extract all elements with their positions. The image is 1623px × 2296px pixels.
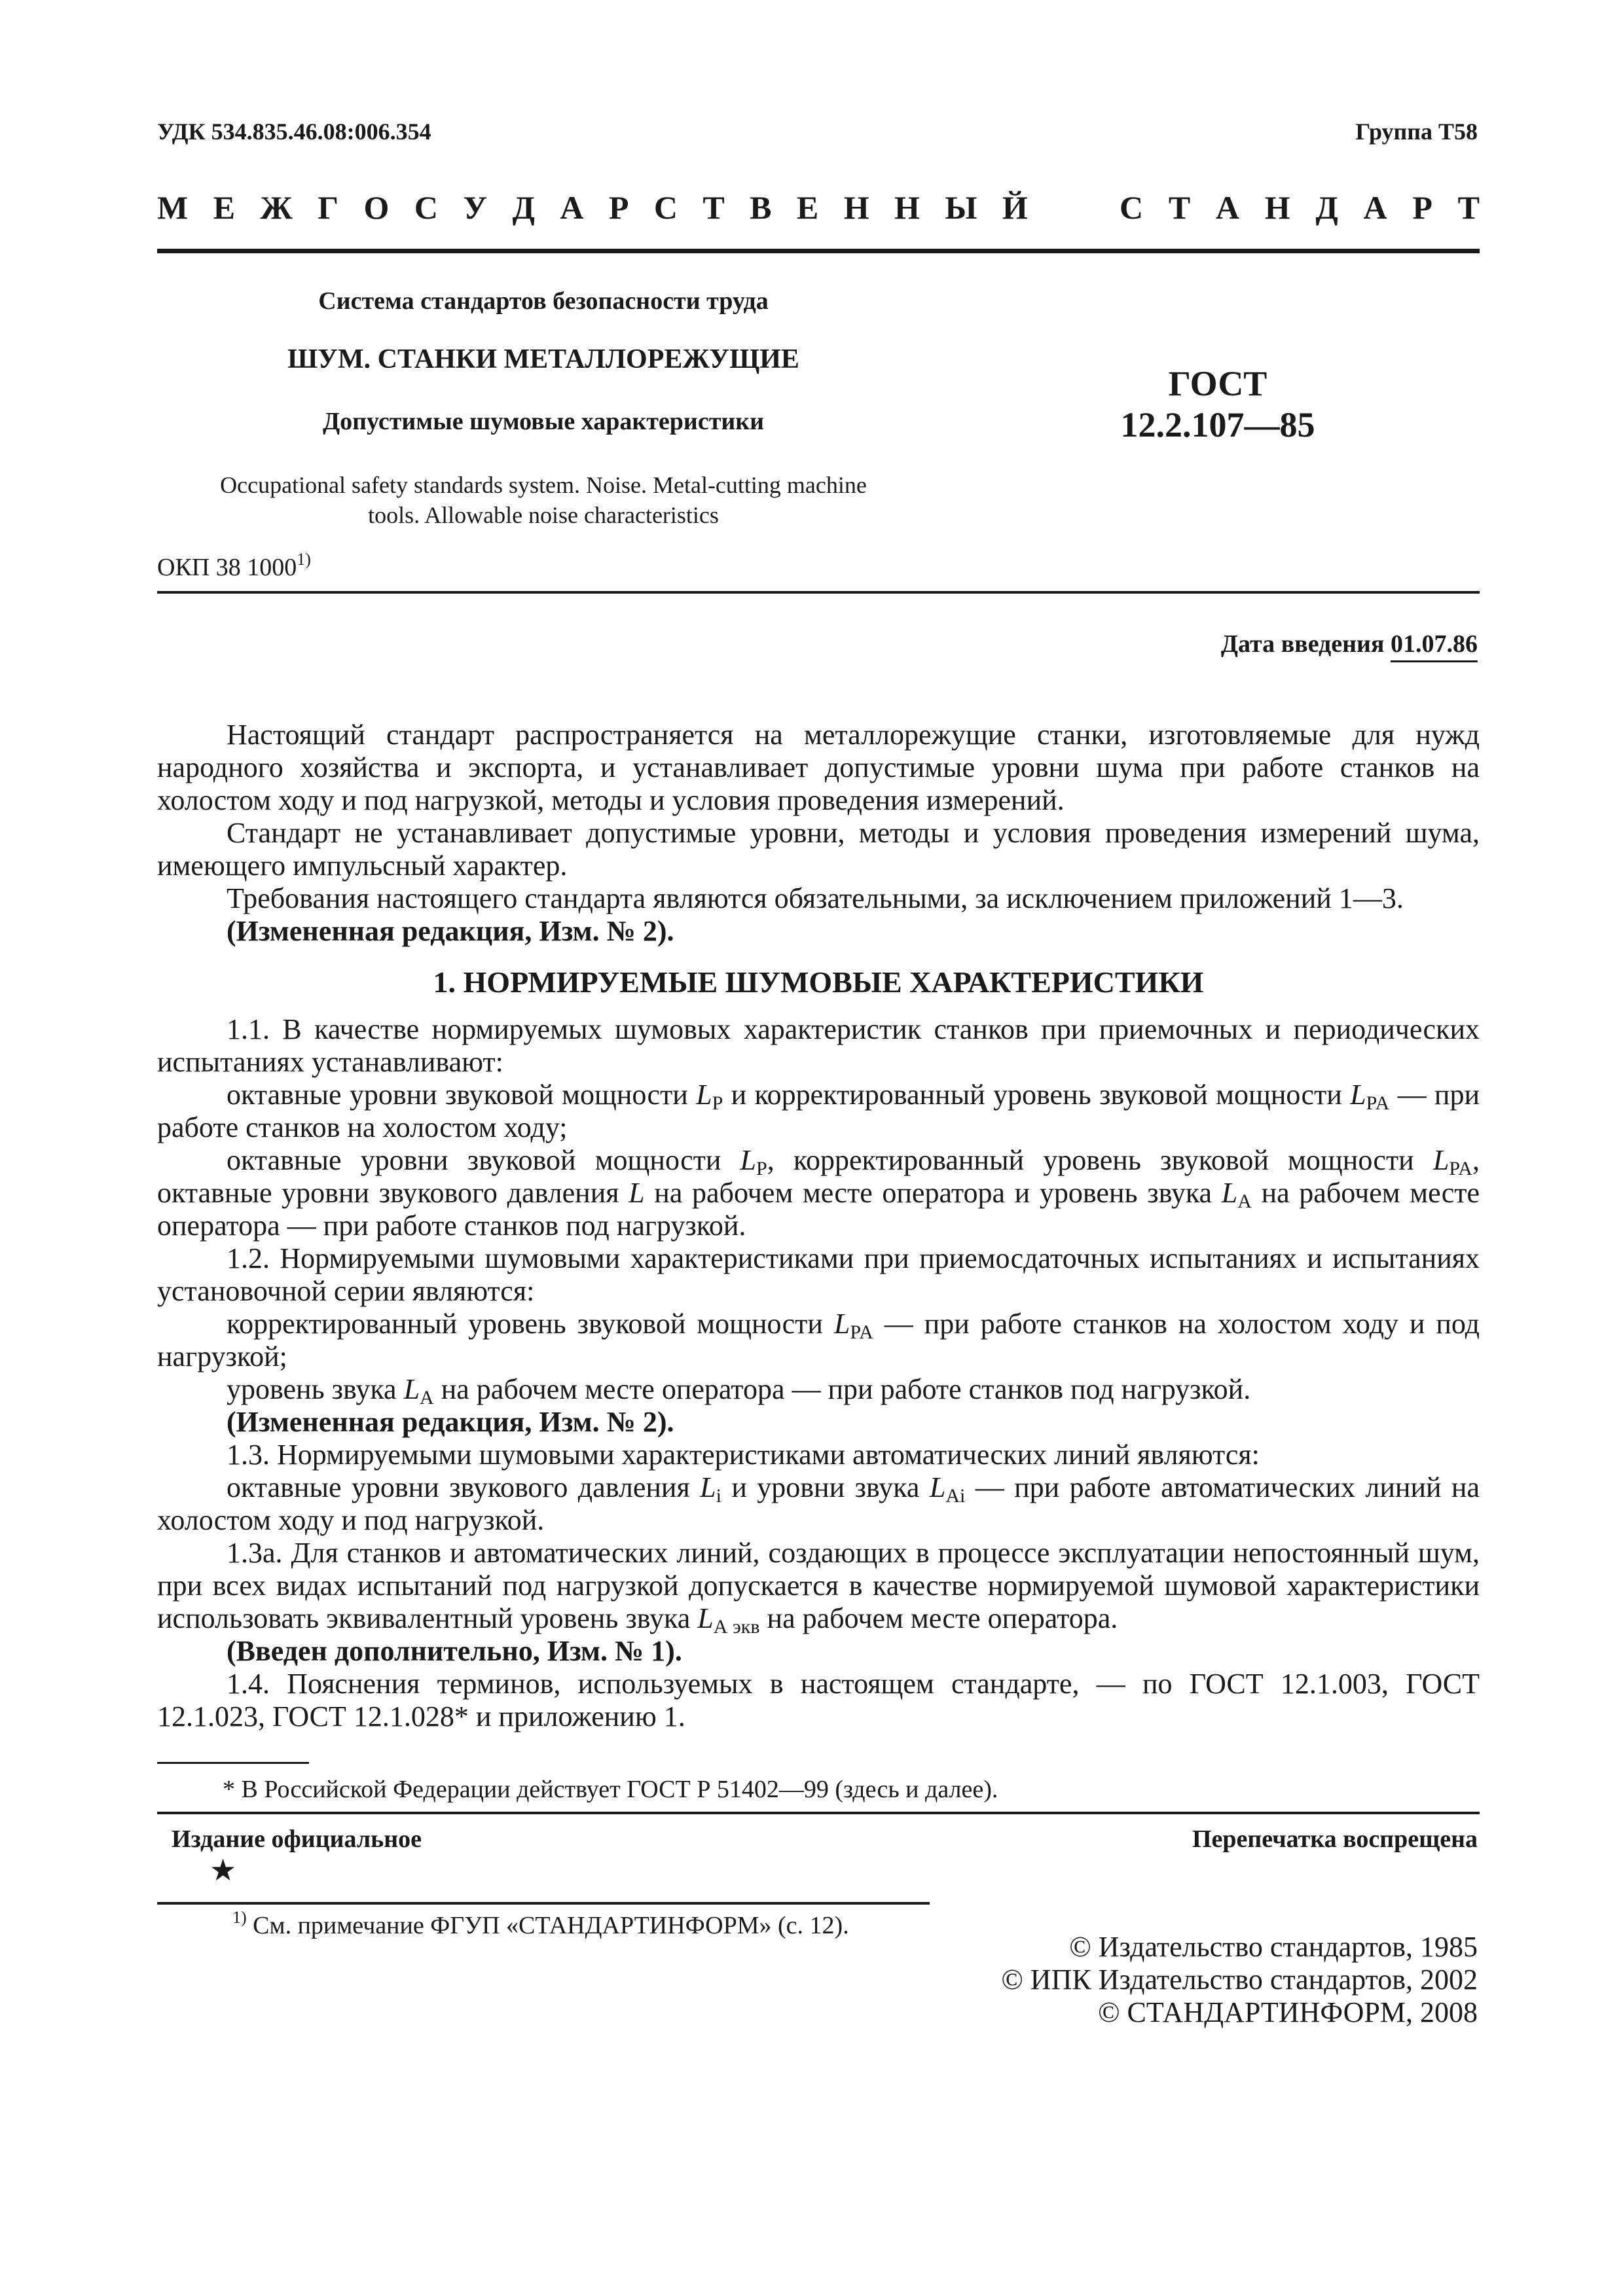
banner-letter: Е xyxy=(213,189,235,226)
clause-1-3: 1.3. Нормируемыми шумовыми характеристиками автоматических линий являются: xyxy=(227,1439,1260,1471)
intro-paragraph-1: Настоящий стандарт распространяется на металлорежущие станки, изготовляемые для нужд народного хозяйства и экспорта, и устанавливает допустимые уровни шума при работе станков на холостом ходу и под нагрузкой, методы и условия проведения измерений. xyxy=(157,719,1480,816)
gost-label: ГОСТ xyxy=(1168,364,1267,403)
group-code: Группа Т58 xyxy=(1355,118,1478,145)
footnote-rule xyxy=(157,1762,309,1764)
banner-letter: Т xyxy=(1168,189,1191,226)
udk-code: УДК 534.835.46.08:006.354 xyxy=(157,118,431,145)
clause-1-4: 1.4. Пояснения терминов, используемых в настоящем стандарте, — по ГОСТ 12.1.003, ГОСТ 12.1.023, ГОСТ 12.1.028* и приложению 1. xyxy=(157,1668,1480,1732)
banner-letter: Д xyxy=(512,189,535,226)
banner-word-2 xyxy=(1120,188,1480,226)
banner-letter: Ж xyxy=(260,189,293,226)
title-rule xyxy=(157,591,1480,594)
document-body xyxy=(157,719,1480,1733)
banner-letter: О xyxy=(363,189,390,226)
clause-1-1-item-2: октавные уровни звуковой мощности $L_P$, корректированный уровень звуковой мощности $L_{PA}$, октавные уровни звукового давления L на рабочем месте оператора и уровень звука $L_A$ на рабочем месте оператора — при работе станков под нагрузкой. xyxy=(157,1144,1480,1242)
okp-code xyxy=(157,550,311,582)
clause-1-2-item-2: уровень звука $L_A$ на рабочем месте оператора — при работе станков под нагрузкой. xyxy=(227,1373,1251,1408)
banner-letter: Н xyxy=(1264,189,1290,226)
standard-title: ШУМ. СТАНКИ МЕТАЛЛОРЕЖУЩИЕ xyxy=(287,344,799,374)
publisher-note-text: См. примечание ФГУП «СТАНДАРТИНФОРМ» (с. 12). xyxy=(246,1912,849,1939)
banner-letter: Й xyxy=(1002,189,1028,226)
star-mark: ★ xyxy=(210,1854,237,1887)
banner-letter: Ы xyxy=(945,189,977,226)
gost-number: 12.2.107—85 xyxy=(1120,405,1315,444)
system-title: Система стандартов безопасности труда xyxy=(318,287,769,315)
publisher-note xyxy=(232,1908,849,1940)
clause-1-1-item-1: октавные уровни звуковой мощности $L_P$ и корректированный уровень звуковой мощности $L_{PA}$ — при работе станков на холостом ходу; xyxy=(157,1079,1480,1143)
reprint-prohibited: Перепечатка воспрещена xyxy=(1192,1825,1478,1853)
banner-letter: Д xyxy=(1315,189,1338,226)
top-rule xyxy=(157,249,1480,253)
copyright-1985: © Издательство стандартов, 1985 xyxy=(1069,1931,1478,1963)
clause-1-3-item-1: октавные уровни звукового давления $L_i$ и уровни звука $L_{Ai}$ — при работе автоматических линий на холостом ходу и под нагрузкой. xyxy=(157,1471,1480,1536)
banner-letter: Н xyxy=(843,189,869,226)
intro-change-note: (Измененная редакция, Изм. № 2). xyxy=(227,915,674,947)
banner-word-1 xyxy=(157,188,1028,226)
copyright-2008: © СТАНДАРТИНФОРМ, 2008 xyxy=(1098,1996,1478,2028)
copyright-2002: © ИПК Издательство стандартов, 2002 xyxy=(1001,1964,1478,1996)
banner-letter: А xyxy=(1363,189,1387,226)
copyright-block xyxy=(1001,1931,1478,2029)
banner-letter: А xyxy=(1215,189,1240,226)
banner-letter: Е xyxy=(796,189,819,226)
clause-1-2-item-1: корректированный уровень звуковой мощности $L_{PA}$ — при работе станков на холостом ходу и под нагрузкой; xyxy=(157,1308,1480,1372)
footer-note-rule xyxy=(157,1902,930,1905)
banner-letter: Г xyxy=(318,189,339,226)
footer-rule xyxy=(157,1812,1480,1814)
banner-letter: С xyxy=(414,189,438,226)
banner-letter: Т xyxy=(1457,189,1480,226)
banner-letter: Т xyxy=(702,189,725,226)
clause-1-3a-change-note: (Введен дополнительно, Изм. № 1). xyxy=(227,1635,682,1667)
official-edition: Издание официальное xyxy=(172,1825,422,1853)
section-1-heading: 1. НОРМИРУЕМЫЕ ШУМОВЫЕ ХАРАКТЕРИСТИКИ xyxy=(433,965,1204,999)
clause-1-3a: 1.3а. Для станков и автоматических линий, создающих в процессе эксплуатации непостоянный шум, при всех видах испытаний под нагрузкой допускается в качестве нормируемой шумовой характеристики использовать эквивалентный уровень звука $L_{А экв}$ на рабочем месте оператора. xyxy=(157,1537,1480,1638)
publisher-note-mark: 1) xyxy=(232,1908,247,1927)
banner-letter: В xyxy=(750,189,772,226)
clause-1-1: 1.1. В качестве нормируемых шумовых характеристик станков при приемочных и периодических испытаниях устанавливают: xyxy=(157,1013,1480,1078)
clause-1-2: 1.2. Нормируемыми шумовыми характеристиками при приемосдаточных испытаниях и испытаниях установочной серии являются: xyxy=(157,1242,1480,1307)
intro-paragraph-2: Стандарт не устанавливает допустимые уровни, методы и условия проведения измерений шума, имеющего импульсный характер. xyxy=(157,817,1480,882)
banner-letter: Р xyxy=(608,189,629,226)
effective-date-label: Дата введения xyxy=(1220,630,1385,658)
banner-letter: Н xyxy=(894,189,920,226)
intro-paragraph-3: Требования настоящего стандарта являются обязательными, за исключением приложений 1—3. xyxy=(227,882,1404,914)
english-title-line-1: Occupational safety standards system. Noise. Metal-cutting machine xyxy=(220,472,867,498)
english-title-line-2: tools. Allowable noise characteristics xyxy=(368,502,719,528)
okp-footnote-mark: 1) xyxy=(297,550,311,569)
interstate-standard-banner xyxy=(157,188,1480,226)
footnote-star: * В Российской Федерации действует ГОСТ Р 51402—99 (здесь и далее). xyxy=(223,1776,998,1803)
effective-date xyxy=(1221,630,1478,658)
banner-letter: С xyxy=(653,189,678,226)
banner-letter: Р xyxy=(1412,189,1432,226)
banner-letter: У xyxy=(463,189,488,226)
banner-letter: М xyxy=(157,189,189,226)
okp-text: ОКП 38 1000 xyxy=(157,554,297,581)
effective-date-value: 01.07.86 xyxy=(1391,630,1478,662)
english-title xyxy=(157,470,930,530)
clause-1-2-change-note: (Измененная редакция, Изм. № 2). xyxy=(227,1406,674,1438)
banner-letter: С xyxy=(1120,189,1144,226)
banner-letter: А xyxy=(560,189,584,226)
standard-subtitle: Допустимые шумовые характеристики xyxy=(322,408,765,435)
